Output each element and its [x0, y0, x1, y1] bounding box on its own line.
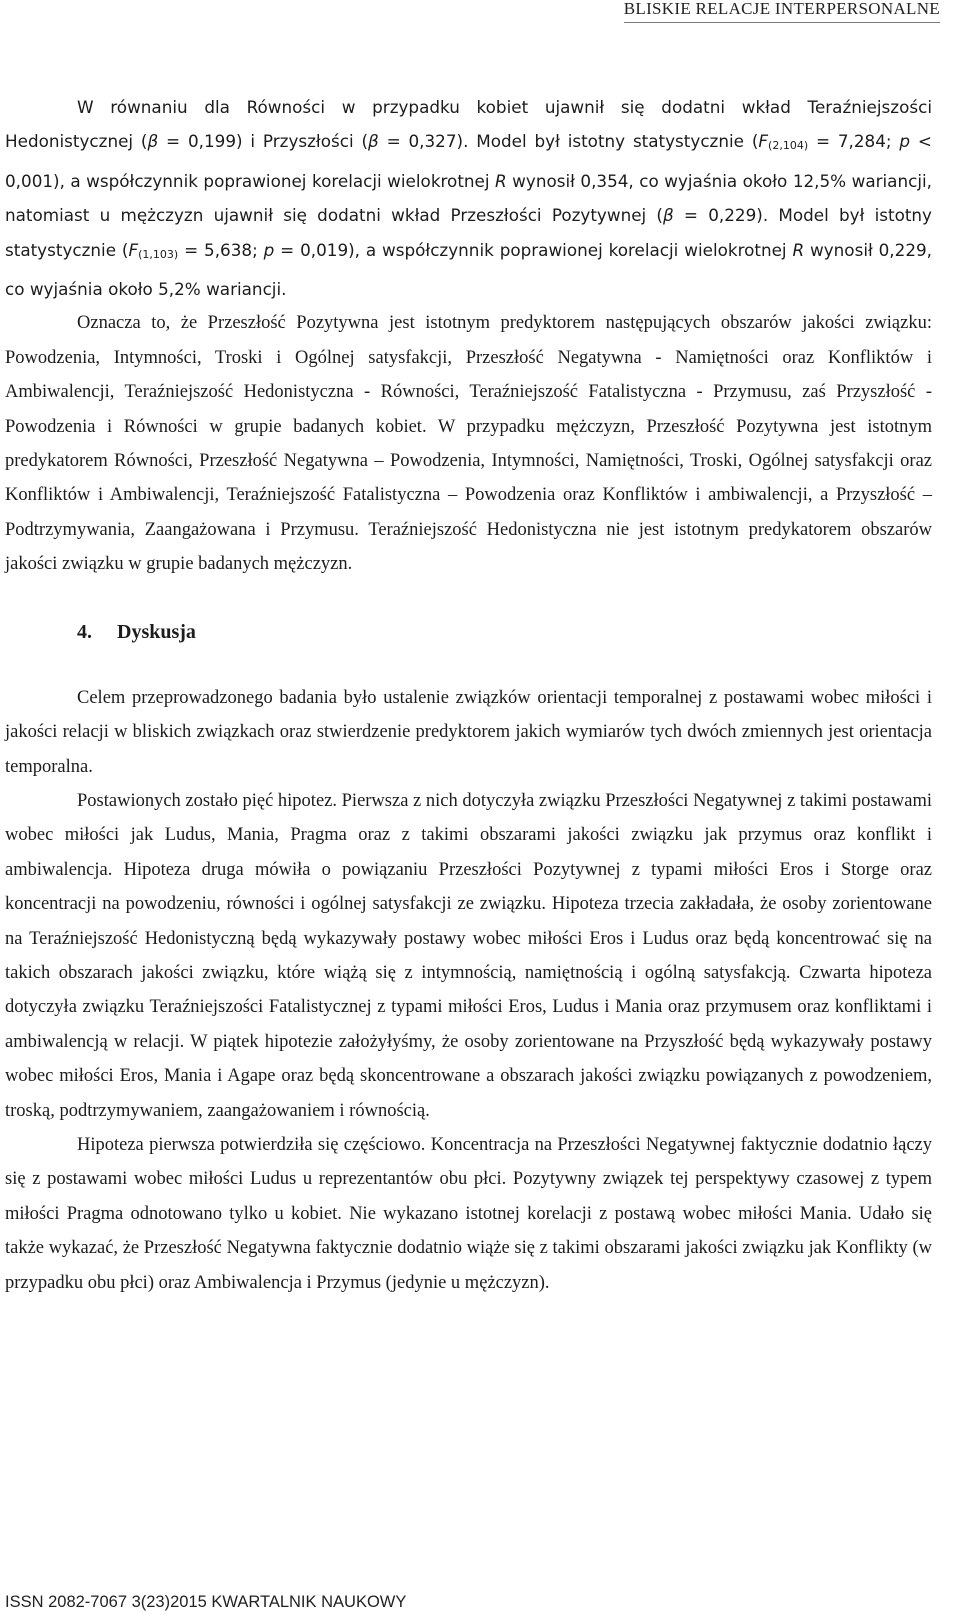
discussion-paragraph-1: Celem przeprowadzonego badania było ustalenie związków orientacji temporalnej z postawami wobec miłości i jakości relacji w bliskich związkach oraz stwierdzenie predyktorem jakich wymiarów tych dwóch zmiennych jest orientacja temporalna.	[5, 687, 932, 777]
discussion-paragraph-3: Hipoteza pierwsza potwierdziła się częściowo. Koncentracja na Przeszłości Negatywnej faktycznie dodatnio łączy się z postawami wobec miłości Ludus u reprezentantów obu płci. Pozytywny związek tej perspektywy czasowej z typem miłości Pragma odnotowano tylko u kobiet. Nie wykazano istotnej korelacji z postawą wobec miłości Mania. Udało się także wykazać, że Przeszłość Negatywna faktycznie dodatnio wiąże się z takimi obszarami jakości związku jak Konflikty (w przypadku obu płci) oraz Ambiwalencja i Przymus (jedynie u mężczyzn).	[5, 1134, 932, 1293]
section-heading	[5, 615, 932, 649]
footer-issn: ISSN 2082-7067 3(23)2015 KWARTALNIK NAUKOWY	[5, 1593, 407, 1611]
discussion-paragraph-2: Postawionych zostało pięć hipotez. Pierwsza z nich dotyczyła związku Przeszłości Negatywnej z takimi postawami wobec miłości jak Ludus, Mania, Pragma oraz z takimi obszarami jakości związku jak przymus oraz konflikt i ambiwalencja. Hipoteza druga mówiła o powiązaniu Przeszłości Pozytywnej z typami miłości Eros i Storge oraz koncentracji na powodzeniu, równości i ogólnej satysfakcji ze związku. Hipoteza trzecia zakładała, że osoby zorientowane na Teraźniejszość Hedonistyczną będą wykazywały postawy wobec miłości Eros i Ludus oraz będą koncentrować się na takich obszarach jakości związku, które wiążą się z intymnością, namiętnością i ogólną satysfakcją. Czwarta hipoteza dotyczyła związku Teraźniejszości Fatalistycznej z typami miłości Eros, Ludus i Mania oraz przymusem oraz konfliktami i ambiwalencją w relacji. W piątek hipotezie założyłyśmy, że osoby zorientowane na Przyszłość będą wykazywały postawy wobec miłości Eros, Mania i Agape oraz będą skoncentrowane a obszarach jakości związku powiązanych z powodzeniem, troską, podtrzymywaniem, zaangażowaniem i równością.	[5, 790, 932, 1121]
section-title: Dyskusja	[117, 620, 196, 643]
results-paragraph-1: W równaniu dla Równości w przypadku kobiet ujawnił się dodatni wkład Teraźniejszości Hedonistycznej (β = 0,199) i Przyszłości (β = 0,327). Model był istotny statystycznie ($F_{(2,104)} = 7,284$; p < 0,001), a współczynnik poprawionej korelacji wielokrotnej R wynosił 0,354, co wyjaśnia około 12,5% wariancji, natomiast u mężczyzn ujawnił się dodatni wkład Przeszłości Pozytywnej (β = 0,229). Model był istotny statystycznie ($F_{(1,103)} = 5,638$; p = 0,019), a współczynnik poprawionej korelacji wielokrotnej R wynosił 0,229, co wyjaśnia około 5,2% wariancji.	[5, 97, 933, 300]
results-paragraph-2: Oznacza to, że Przeszłość Pozytywna jest istotnym predyktorem następujących obszarów jakości związku: Powodzenia, Intymności, Troski i Ogólnej satysfakcji, Przeszłość Negatywna - Namiętności oraz Konfliktów i Ambiwalencji, Teraźniejszość Hedonistyczna - Równości, Teraźniejszość Fatalistyczna - Przymusu, zaś Przyszłość - Powodzenia i Równości w grupie badanych kobiet. W przypadku mężczyzn, Przeszłość Pozytywna jest istotnym predykatorem Równości, Przeszłość Negatywna – Powodzenia, Intymności, Namiętności, Troski, Ogólnej satysfakcji oraz Konfliktów i Ambiwalencji, Teraźniejszość Fatalistyczna – Powodzenia oraz Konfliktów i ambiwalencji, a Przyszłość – Podtrzymywania, Zaangażowana i Przymusu. Teraźniejszość Hedonistyczna nie jest istotnym predykatorem obszarów jakości związku w grupie badanych mężczyzn.	[5, 313, 932, 575]
page-footer	[5, 1592, 406, 1612]
section-number: 4.	[77, 620, 92, 643]
page-body	[5, 90, 932, 1300]
running-header	[624, 0, 940, 23]
running-title: BLISKIE RELACJE INTERPERSONALNE	[623, 0, 940, 18]
